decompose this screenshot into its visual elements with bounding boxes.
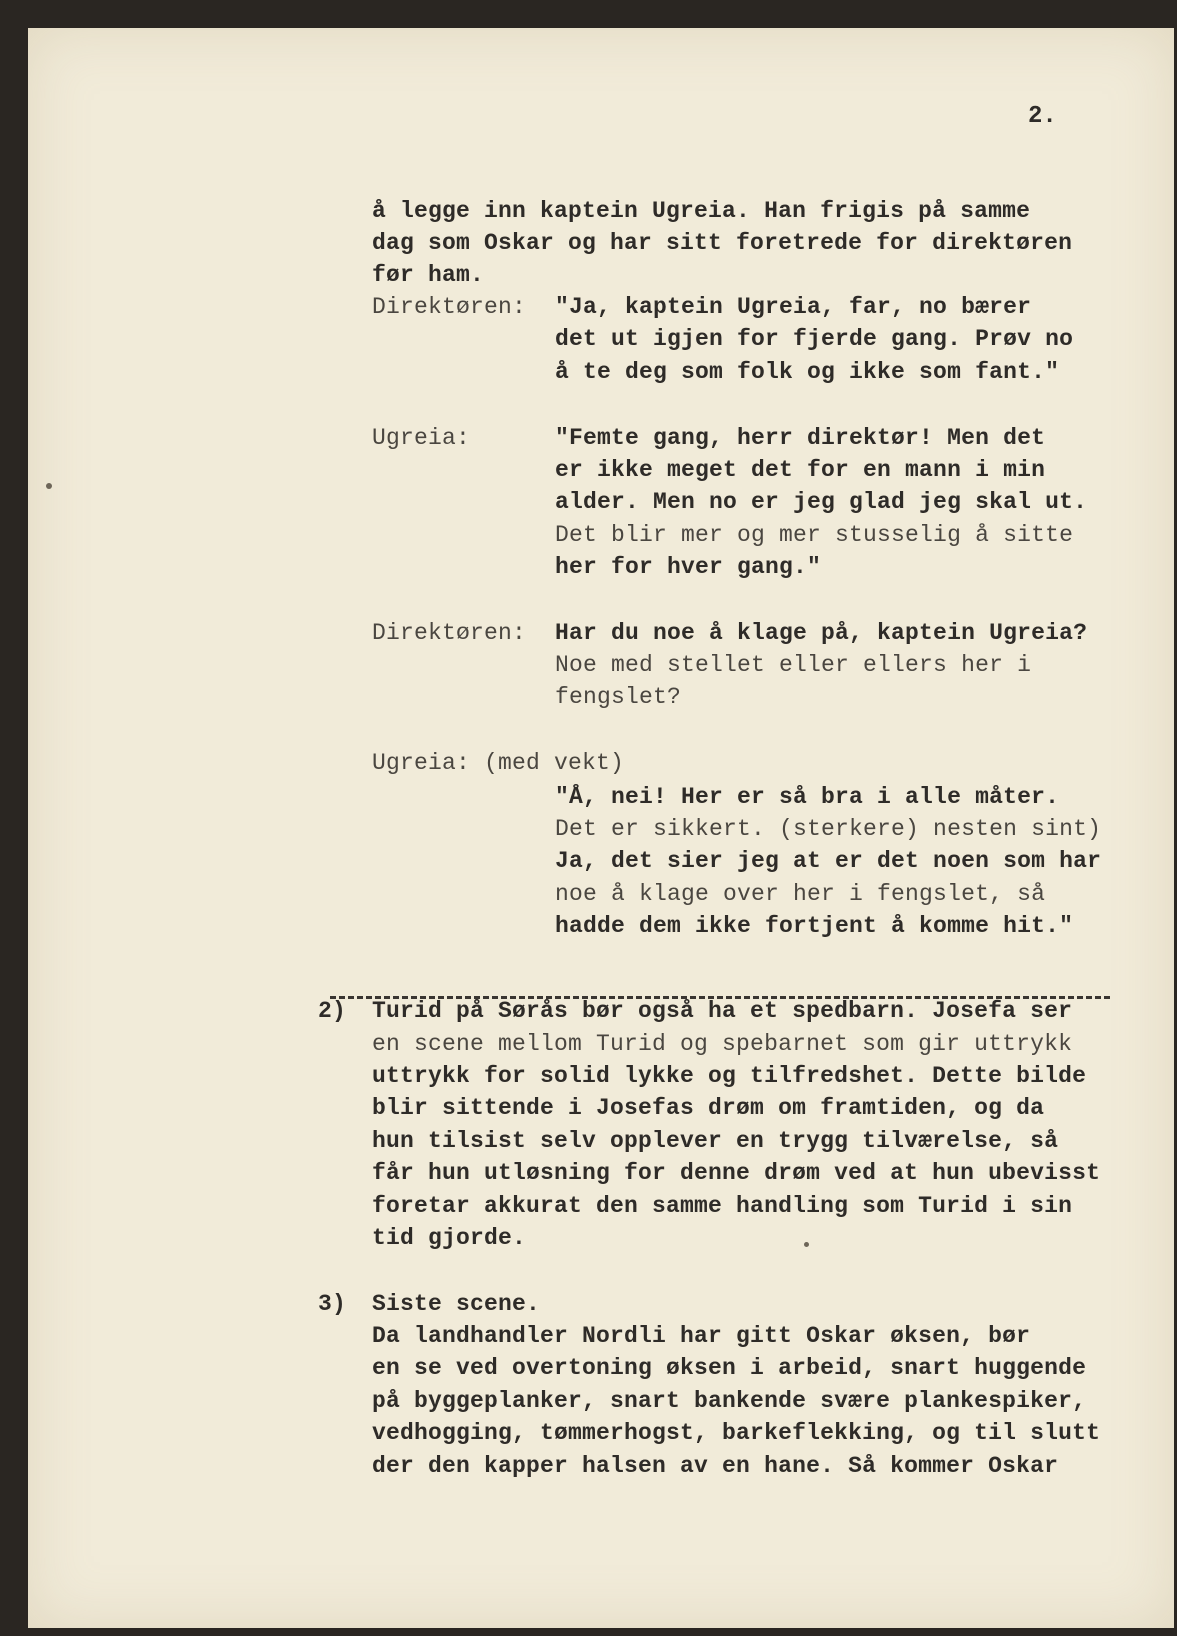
dialogue-line: alder. Men no er jeg glad jeg skal ut. [555,489,1088,515]
dialogue-line: Ja, det sier jeg at er det noen som har [555,848,1102,874]
intro-line: før ham. [372,262,485,288]
document-page [28,28,1174,1628]
dialogue-line: her for hver gang." [555,554,822,580]
intro-line: dag som Oskar og har sitt foretrede for direktøren [372,230,1073,256]
section-line: hun tilsist selv opplever en trygg tilværelse, så [372,1128,1059,1154]
paper-mark [804,1242,809,1247]
section-number: 2) [318,998,347,1024]
dialogue-line: å te deg som folk og ikke som fant." [555,359,1060,385]
section-line: en scene mellom Turid og spebarnet som gir uttrykk [372,1031,1073,1057]
section-line: vedhogging, tømmerhogst, barkeflekking, og til slutt [372,1420,1101,1446]
section-line: Da landhandler Nordli har gitt Oskar øksen, bør [372,1323,1031,1349]
intro-line: å legge inn kaptein Ugreia. Han frigis på samme [372,198,1031,224]
dialogue-line: Har du noe å klage på, kaptein Ugreia? [555,620,1088,646]
speaker-label: Direktøren: [372,620,527,646]
section-line: tid gjorde. [372,1225,527,1251]
section-line: Turid på Sørås bør også ha et spedbarn. Josefa ser [372,998,1073,1024]
dialogue-line: Det blir mer og mer stusselig å sitte [555,522,1074,548]
section-line: blir sittende i Josefas drøm om framtiden, og da [372,1095,1045,1121]
dialogue-line: Det er sikkert. (sterkere) nesten sint) [555,816,1102,842]
dialogue-line: "Å, nei! Her er så bra i alle måter. [555,784,1060,810]
section-heading: Siste scene. [372,1291,541,1317]
section-line: der den kapper halsen av en hane. Så kommer Oskar [372,1453,1059,1479]
dialogue-line: noe å klage over her i fengslet, så [555,881,1046,907]
dialogue-line: det ut igjen for fjerde gang. Prøv no [555,326,1074,352]
dialogue-line: Noe med stellet eller ellers her i [555,652,1032,678]
page-number: 2. [1028,103,1057,130]
speaker-label: Ugreia: (med vekt) [372,750,625,776]
dialogue-line: "Ja, kaptein Ugreia, far, no bærer [555,294,1032,320]
section-line: får hun utløsning for denne drøm ved at hun ubevisst [372,1160,1101,1186]
section-line: en se ved overtoning øksen i arbeid, snart huggende [372,1355,1087,1381]
section-line: uttrykk for solid lykke og tilfredshet. Dette bilde [372,1063,1087,1089]
section-line: på byggeplanker, snart bankende svære plankespiker, [372,1388,1087,1414]
speaker-label: Ugreia: [372,425,471,451]
dialogue-line: "Femte gang, herr direktør! Men det [555,425,1046,451]
section-number: 3) [318,1291,347,1317]
section-line: foretar akkurat den samme handling som Turid i sin [372,1193,1073,1219]
dialogue-line: er ikke meget det for en mann i min [555,457,1046,483]
paper-mark [46,483,52,489]
dialogue-line: hadde dem ikke fortjent å komme hit." [555,913,1074,939]
speaker-label: Direktøren: [372,294,527,320]
dialogue-line: fengslet? [555,684,682,710]
